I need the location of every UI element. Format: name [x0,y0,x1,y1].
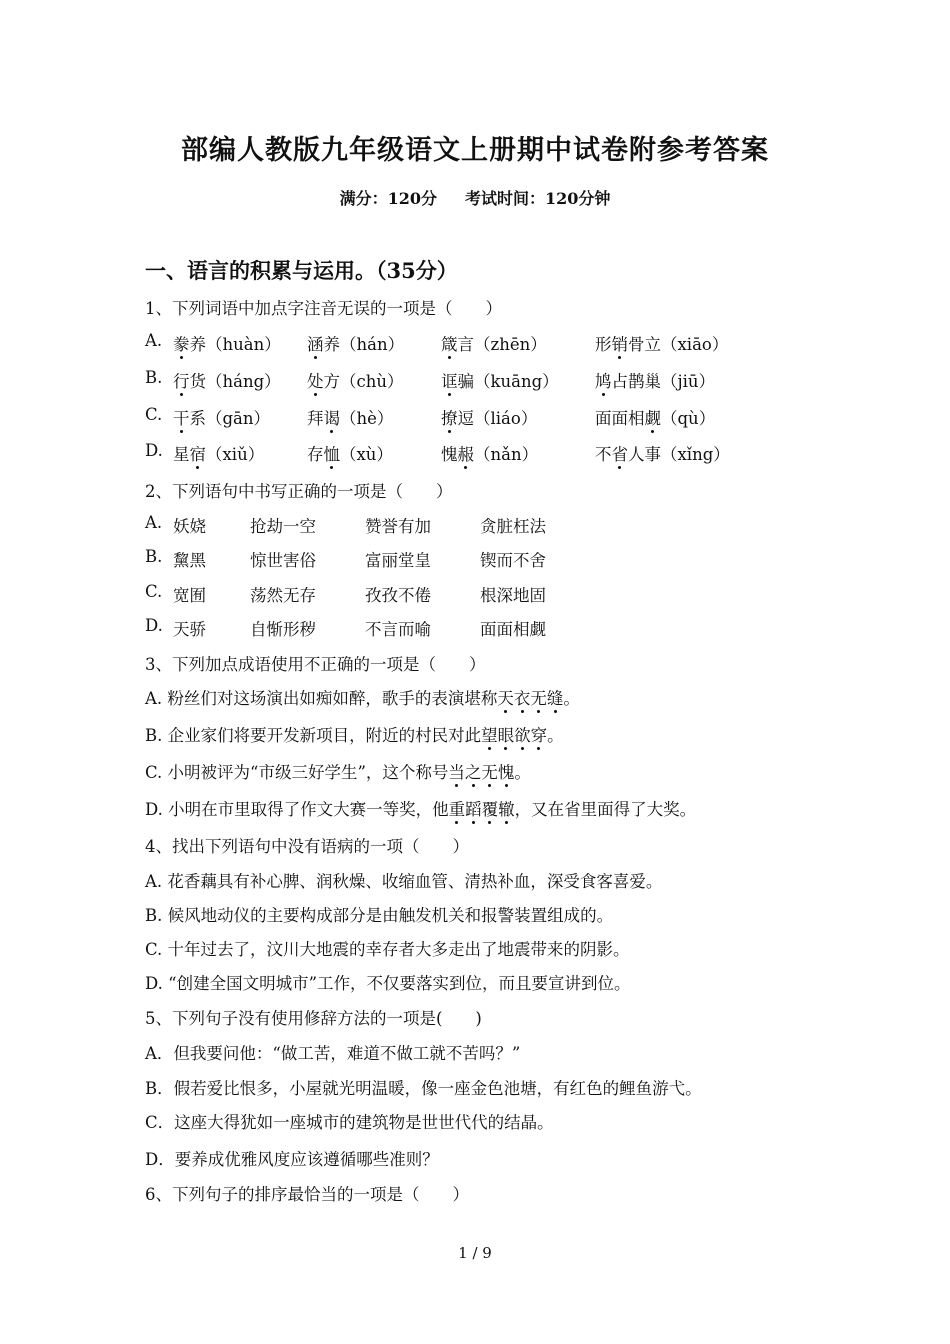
text: 。 [514,763,531,782]
dotted-char: 欲 [514,722,531,746]
text: 富丽堂皇 [365,551,431,570]
dotted-char: 赧 [458,441,475,465]
question-1-stem: 1、下列词语中加点字注音无误的一项是（ ） [145,299,502,318]
page-number: 1 / 9 [458,1244,492,1262]
text: 天骄 [173,620,206,639]
text: C. [145,763,163,782]
question-4-option-b: B. 候风地动仪的主要构成部分是由触发机关和报警装置组成的。 [145,906,614,925]
dotted-char: 无 [481,759,498,783]
text: 骗（kuāng） [457,372,559,391]
text: 小明被评为“市级三好学生”，这个称号 [167,763,449,782]
dotted-char: 愧 [498,759,515,783]
dotted-char: 涵 [307,331,324,355]
dotted-char: 之 [465,759,482,783]
text: 方（chù） [323,372,404,391]
text: 妖娆 [173,517,206,536]
text: 愧 [441,445,458,464]
option-word [307,405,393,429]
text: C. [145,582,163,601]
question-5-option-c: C．这座大得犹如一座城市的建筑物是世世代代的结晶。 [145,1113,554,1132]
text: （xù） [340,445,393,464]
text: 宽囿 [173,586,206,605]
text: 小明在市里取得了作文大赛一等奖，他 [168,800,449,819]
text: 不 [595,445,612,464]
text: 面面相觑 [480,620,546,639]
dotted-char: 眼 [498,722,515,746]
dotted-char: 覆 [482,796,499,820]
option-word [441,331,547,355]
text: 货（háng） [189,372,281,391]
dotted-char: 无 [530,685,547,709]
dotted-char: 觑 [645,405,662,429]
dotted-char: 穿 [531,722,548,746]
dotted-char: 天 [497,685,514,709]
text: 形 [595,335,612,354]
option-word [441,405,537,429]
text: （nǎn） [474,445,539,464]
dotted-idiom [448,763,514,782]
option-word [307,441,393,465]
dotted-char: 鸠 [595,368,612,392]
option-word [441,441,538,465]
dotted-char: 干 [173,405,190,429]
page-title: 部编人教版九年级语文上册期中试卷附参考答案 [181,135,769,166]
text: 黧黑 [173,551,206,570]
dotted-char: 恤 [324,441,341,465]
text: 人事（xǐng） [628,445,730,464]
dotted-char: 衣 [514,685,531,709]
text: 星 [173,445,190,464]
dotted-char: 当 [448,759,465,783]
question-5-option-a: A．但我要问他：“做工苦，难道不做工就不苦吗？” [145,1044,521,1063]
question-5-option-d: D．要养成优雅风度应该遵循哪些准则？ [145,1150,439,1169]
text: 。 [563,689,580,708]
question-3-option-a [145,685,580,709]
dotted-char: 望 [481,722,498,746]
dotted-char: 重 [449,796,466,820]
option-word [173,331,281,355]
option-word [595,368,715,392]
option-label: A. [145,331,163,350]
dotted-idiom [497,689,563,708]
question-2-stem: 2、下列语句中书写正确的一项是（ ） [145,482,453,501]
text: （xiǔ） [206,445,265,464]
dotted-char: 豢 [173,331,190,355]
text: B. [145,726,163,745]
question-4-stem: 4、找出下列语句中没有语病的一项（ ） [145,837,469,856]
text: 企业家们将要开发新项目，附近的村民对此 [167,726,482,745]
option-word [595,331,728,355]
dotted-char: 销 [612,331,629,355]
option-label: D. [145,441,163,460]
text: A. [145,689,163,708]
option-word [173,441,264,465]
text: 自惭形秽 [250,620,316,639]
option-word [307,331,404,355]
text: 惊世害俗 [250,551,316,570]
full-score: 满分：120分 [339,189,437,208]
dotted-char: 行 [173,368,190,392]
text: 养（huàn） [189,335,281,354]
question-4-option-d: D. “创建全国文明城市”工作，不仅要落实到位，而且要宣讲到位。 [145,974,631,993]
text: A. [145,513,163,532]
text: ，又在省里面得了大奖。 [514,800,697,819]
text: D. [145,800,163,819]
text: 。 [547,726,564,745]
text: 荡然无存 [250,586,316,605]
option-word [307,368,404,392]
dotted-idiom [449,800,515,819]
text: 拜 [307,409,324,428]
dotted-char: 蹈 [465,796,482,820]
text: 锲而不舍 [480,551,546,570]
option-word [173,368,281,392]
question-5-option-b: B．假若爱比恨多，小屋就光明温暖，像一座金色池塘，有红色的鲤鱼游弋。 [145,1079,702,1098]
score-info [0,186,950,209]
section-heading: 一、语言的积累与运用。（35分） [145,258,458,283]
text: 言（zhēn） [457,335,547,354]
option-word [595,405,715,429]
text: 孜孜不倦 [365,586,431,605]
text: B. [145,547,163,566]
text: （hè） [340,409,394,428]
dotted-char: 箴 [441,331,458,355]
question-3-option-d [145,796,696,820]
text: 贪脏枉法 [480,517,546,536]
dotted-char: 缝 [547,685,564,709]
question-6-stem: 6、下列句子的排序最恰当的一项是（ ） [145,1185,469,1204]
question-3-stem: 3、下列加点成语使用不正确的一项是（ ） [145,655,486,674]
question-3-option-b [145,722,564,746]
question-3-option-c [145,759,531,783]
dotted-char: 宿 [190,441,207,465]
text: （qù） [661,409,716,428]
dotted-char: 诓 [441,368,458,392]
dotted-char: 辙 [498,796,515,820]
text: 粉丝们对这场演出如痴如醉，歌手的表演堪称 [167,689,498,708]
option-word [441,368,559,392]
question-4-option-a: A. 花香藕具有补心脾、润秋燥、收缩血管、清热补血，深受食客喜爱。 [145,872,663,891]
text: 占鹊巢（jiū） [611,372,716,391]
exam-time: 考试时间：120分钟 [465,189,611,208]
dotted-char: 谒 [324,405,341,429]
dotted-char: 省 [612,441,629,465]
text: D. [145,616,163,635]
dotted-idiom [481,726,547,745]
text: 抢劫一空 [250,517,316,536]
question-4-option-c: C. 十年过去了，汶川大地震的幸存者大多走出了地震带来的阴影。 [145,940,630,959]
text: 赞誉有加 [365,517,431,536]
option-word [595,441,730,465]
text: 系（gān） [189,409,271,428]
option-label: B. [145,368,163,387]
option-label: C. [145,405,163,424]
text: 面面相 [595,409,645,428]
text: 养（hán） [323,335,405,354]
text: 不言而喻 [365,620,431,639]
text: 根深地固 [480,586,546,605]
dotted-char: 撩 [441,405,458,429]
dotted-char: 处 [307,368,324,392]
text: 骨立（xiāo） [628,335,729,354]
question-5-stem: 5、下列句子没有使用修辞方法的一项是( ) [145,1009,482,1028]
text: 存 [307,445,324,464]
option-word [173,405,270,429]
text: 逗（liáo） [457,409,538,428]
